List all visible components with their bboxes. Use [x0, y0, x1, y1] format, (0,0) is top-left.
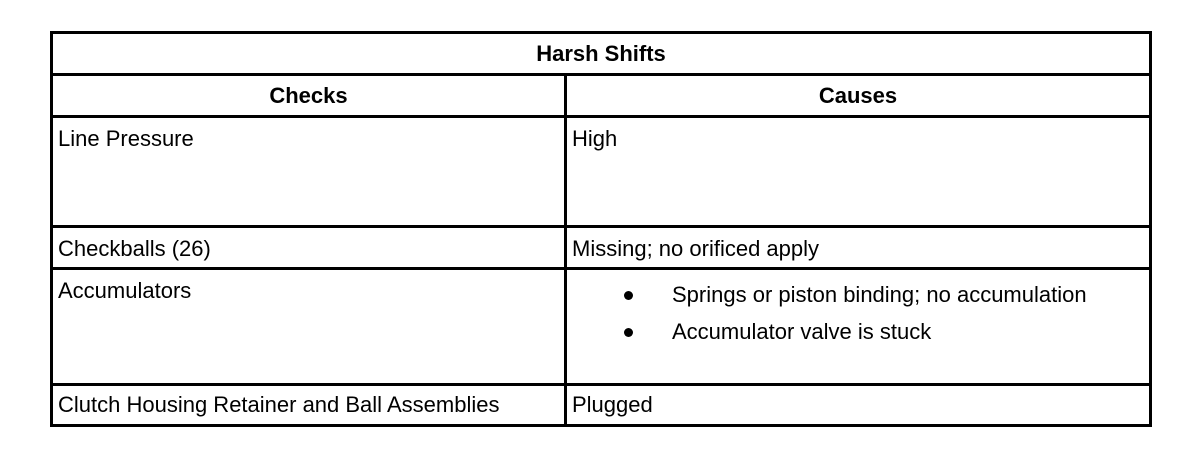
cause-cell: Plugged	[572, 392, 653, 417]
list-item	[572, 282, 1149, 319]
bullet-icon	[624, 291, 633, 300]
table-title: Harsh Shifts	[536, 41, 666, 66]
cause-text: Accumulator valve is stuck	[672, 319, 932, 344]
bullet-icon	[624, 328, 633, 337]
check-cell: Accumulators	[53, 270, 567, 383]
cause-cell	[567, 270, 1149, 383]
cause-text: Springs or piston binding; no accumulation	[672, 282, 1087, 307]
check-cell: Checkballs (26)	[53, 228, 567, 267]
table-row	[53, 386, 1149, 424]
table-row	[53, 270, 1149, 386]
table-title-row	[53, 34, 1149, 76]
check-cell: Clutch Housing Retainer and Ball Assemblies	[53, 386, 567, 424]
column-header-causes: Causes	[818, 83, 898, 108]
cause-cell: High	[572, 126, 618, 151]
cause-cell: Missing; no orificed apply	[572, 236, 820, 261]
table-header-row	[53, 76, 1149, 118]
table-row	[53, 228, 1149, 270]
column-header-checks: Checks	[53, 76, 567, 115]
list-item	[572, 319, 1149, 356]
check-cell: Line Pressure	[53, 118, 567, 225]
table-row	[53, 118, 1149, 228]
harsh-shifts-table	[50, 31, 1152, 427]
cause-bullet-list	[572, 282, 1149, 356]
